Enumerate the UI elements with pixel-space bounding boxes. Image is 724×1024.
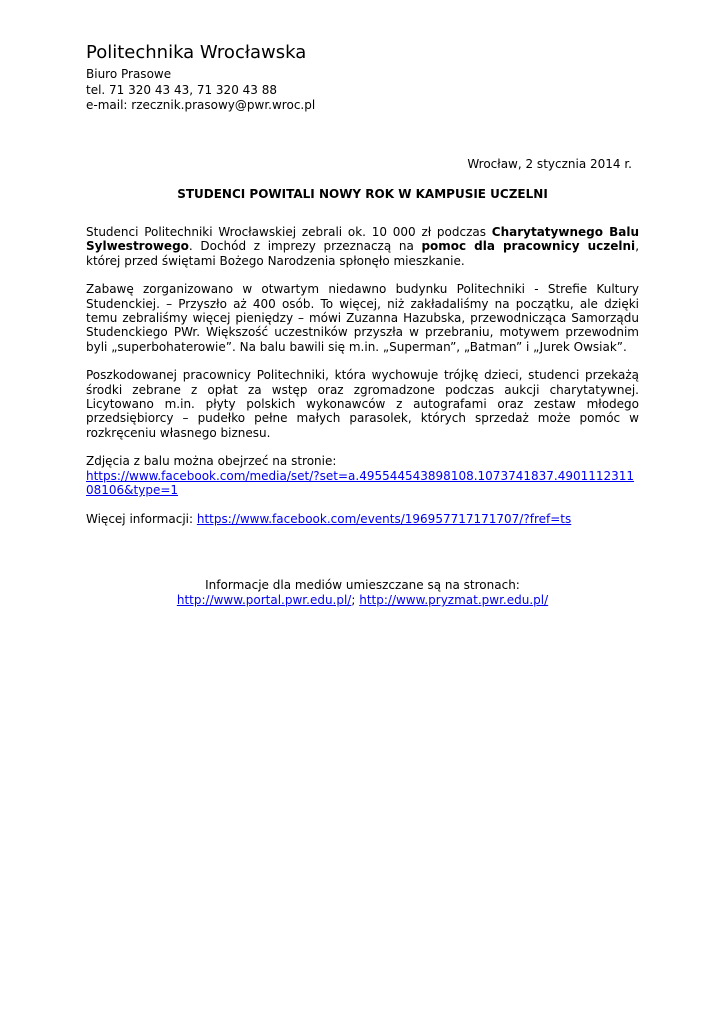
organization-name: Politechnika Wrocławska	[86, 42, 307, 63]
paragraph-photos	[86, 454, 639, 497]
intro-bold-purpose: pomoc dla pracownicy uczelni	[421, 239, 636, 254]
portal-link[interactable]: http://www.portal.pwr.edu.pl/	[176, 593, 352, 607]
intro-text-3: , której przed świętami Bożego Narodzenia spłonęło mieszkanie.	[86, 239, 640, 268]
headline: STUDENCI POWITALI NOWY ROK W KAMPUSIE UCZELNI	[177, 187, 548, 201]
more-info-label: Więcej informacji:	[86, 511, 197, 526]
department-name: Biuro Prasowe	[86, 67, 172, 81]
intro-text-2: . Dochód z imprezy przeznaczą na	[188, 239, 422, 254]
photos-link[interactable]: https://www.facebook.com/media/set/?set=a.495544543898108.1073741837.490111231108106&type=1	[86, 468, 635, 498]
intro-bold-event: Charytatywnego Balu Sylwestrowego	[86, 225, 639, 254]
footer-links	[86, 593, 639, 608]
paragraph-event-details: Zabawę zorganizowano w otwartym niedawno budynku Politechniki - Strefie Kultury Studenckiej. – Przyszło aż 400 osób. To więcej, niż zakładaliśmy na początku, ale dzięki temu zebraliśmy więcej pieniędzy – mówi Zuzanna Hazubska, przewodnicząca Samorządu Studenckiego PWr. Większość uczestników przyszła w przebraniu, motywem przewodnim byli „superbohaterowie”. Na balu bawili się m.in. „Superman”, „Batman” i „Jurek Owsiak”.	[86, 282, 639, 354]
intro-text-1: Studenci Politechniki Wrocławskiej zebrali ok. 10 000 zł podczas	[86, 225, 492, 239]
document-date: Wrocław, 2 stycznia 2014 r.	[467, 157, 632, 171]
paragraph-more-info	[86, 512, 639, 526]
event-link[interactable]: https://www.facebook.com/events/196957717171707/?fref=ts	[196, 511, 572, 526]
footer-text: Informacje dla mediów umieszczane są na stronach:	[205, 578, 520, 592]
pryzmat-link[interactable]: http://www.pryzmat.pwr.edu.pl/	[359, 593, 549, 607]
paragraph-fundraising: Poszkodowanej pracownicy Politechniki, która wychowuje trójkę dzieci, studenci przekażą środki zebrane z opłat za wstęp oraz zgromadzone podczas aukcji charytatywnej. Licytowano m.in. płyty polskich wykonawców z autografami oraz zestaw młodego przedsiębiorcy – pudełko pełne małych parasolek, których sprzedaż może pomóc w rozkręceniu własnego biznesu.	[86, 368, 639, 440]
footer-separator: ;	[351, 593, 360, 607]
photos-label: Zdjęcia z balu można obejrzeć na stronie:	[86, 454, 337, 469]
phone-numbers: tel. 71 320 43 43, 71 320 43 88	[86, 82, 277, 97]
media-footer	[86, 578, 639, 608]
article-body	[86, 225, 639, 540]
paragraph-intro	[86, 225, 639, 268]
email-address: e-mail: rzecznik.prasowy@pwr.wroc.pl	[86, 98, 316, 112]
letterhead	[86, 42, 315, 114]
